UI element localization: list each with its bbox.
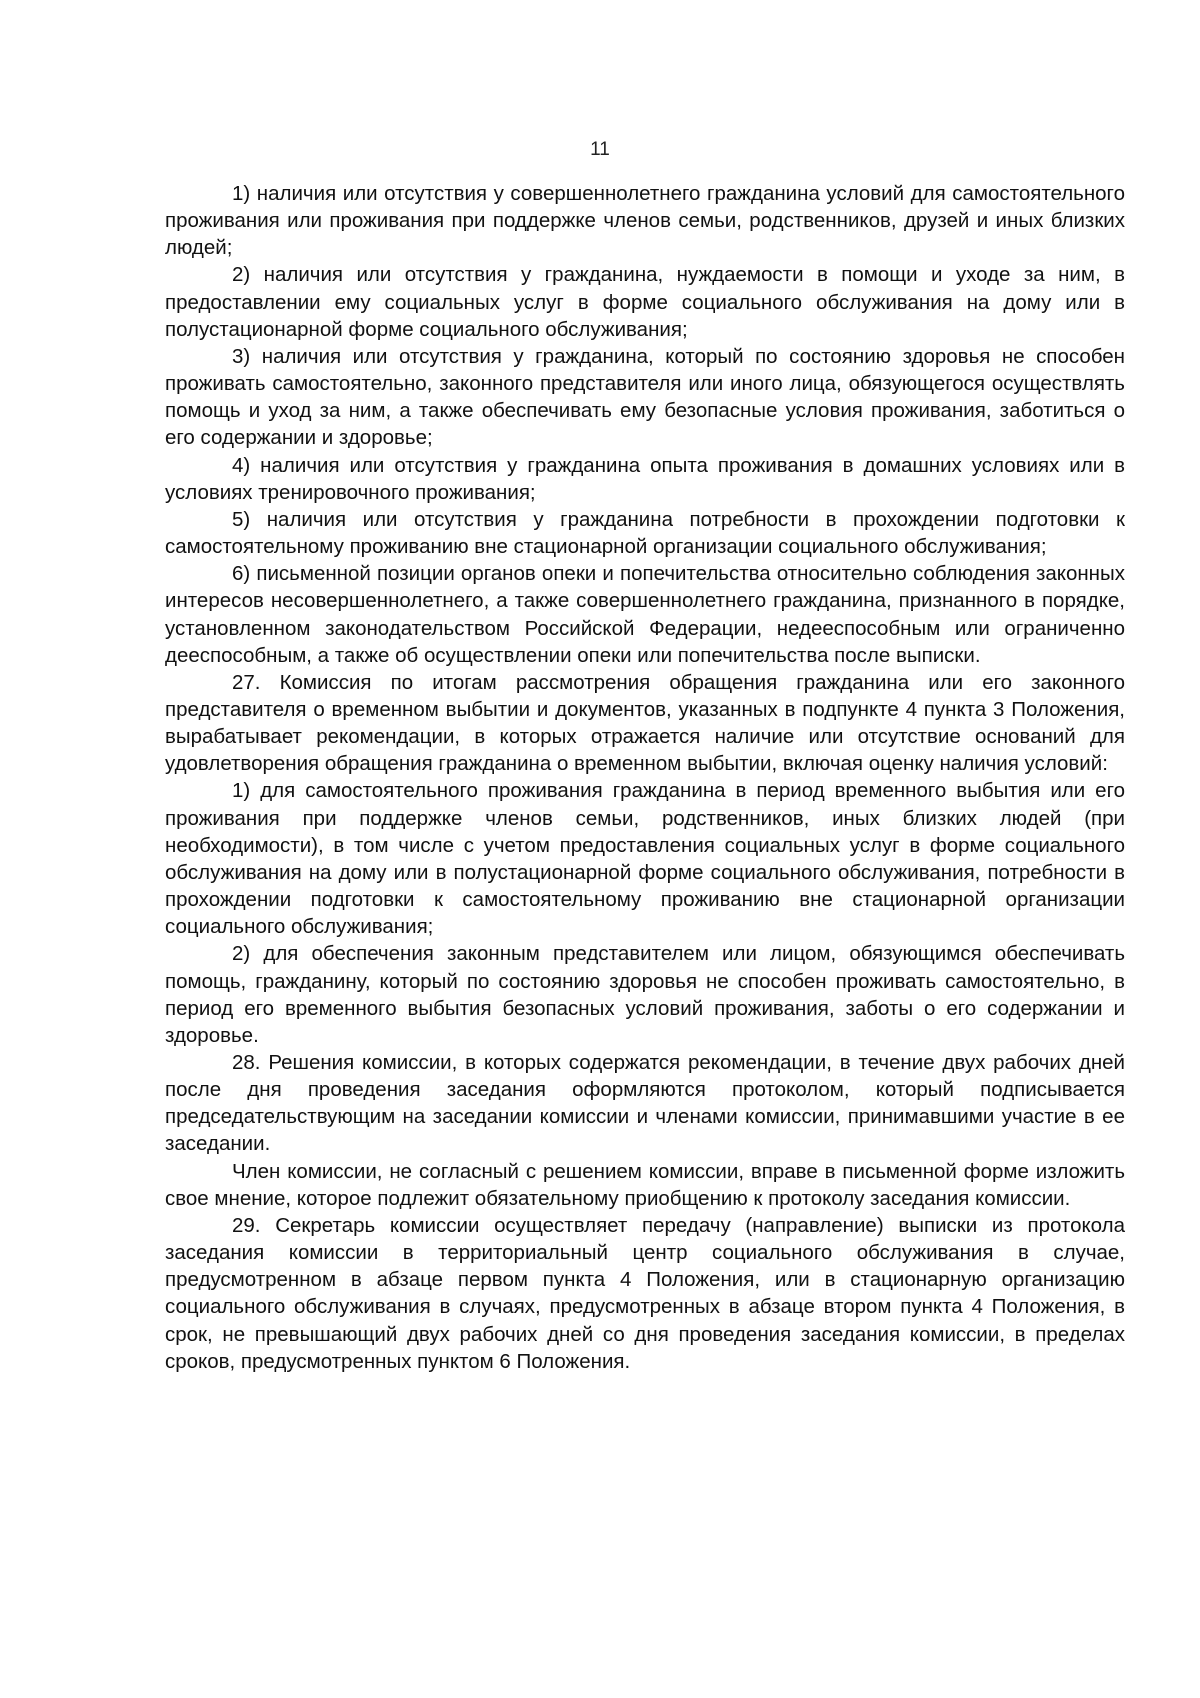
paragraph-clause-27: 27. Комиссия по итогам рассмотрения обращения гражданина или его законного представителя о временном выбытии и документов, указанных в подпункте 4 пункта 3 Положения, вырабатывает рекомендации, в которых отражается наличие или отсутствие оснований для удовлетворения обращения гражданина о временном выбытии, включая оценку наличия условий: [165, 670, 1125, 776]
paragraph-subitem-2: 2) наличия или отсутствия у гражданина, нуждаемости в помощи и уходе за ним, в предоставлении ему социальных услуг в форме социального обслуживания на дому или в полустационарной форме социального обслуживания; [165, 263, 1125, 341]
document-body [165, 180, 1125, 1375]
paragraph-subitem-1: 1) наличия или отсутствия у совершеннолетнего гражданина условий для самостоятельного проживания или проживания при поддержке членов семьи, родственников, друзей и иных близких людей; [165, 182, 1125, 260]
paragraph-clause-27-subitem-1: 1) для самостоятельного проживания гражданина в период временного выбытия или его проживания при поддержке членов семьи, родственников, иных близких людей (при необходимости), в том числе с учетом предоставления социальных услуг в форме социального обслуживания на дому или в полустационарной форме социального обслуживания, потребности в прохождении подготовки к самостоятельному проживанию вне стационарной организации социального обслуживания; [165, 779, 1125, 939]
paragraph-subitem-4: 4) наличия или отсутствия у гражданина опыта проживания в домашних условиях или в условиях тренировочного проживания; [165, 453, 1125, 504]
paragraph-clause-28: 28. Решения комиссии, в которых содержатся рекомендации, в течение двух рабочих дней после дня проведения заседания оформляются протоколом, который подписывается председательствующим на заседании комиссии и членами комиссии, принимавшими участие в ее заседании. [165, 1051, 1125, 1156]
paragraph-subitem-6: 6) письменной позиции органов опеки и попечительства относительно соблюдения законных интересов несовершеннолетнего, а также совершеннолетнего гражданина, признанного в порядке, установленном законодательством Российской Федерации, недееспособным или ограниченно дееспособным, а также об осуществлении опеки или попечительства после выписки. [165, 562, 1125, 667]
page-number: 11 [590, 139, 610, 160]
paragraph-subitem-5: 5) наличия или отсутствия у гражданина потребности в прохождении подготовки к самостоятельному проживанию вне стационарной организации социального обслуживания; [165, 507, 1125, 559]
paragraph-dissenting-opinion: Член комиссии, не согласный с решением комиссии, вправе в письменной форме изложить свое мнение, которое подлежит обязательному приобщению к протоколу заседания комиссии. [165, 1159, 1125, 1210]
paragraph-clause-29: 29. Секретарь комиссии осуществляет передачу (направление) выписки из протокола заседания комиссии в территориальный центр социального обслуживания в случае, предусмотренном в абзаце первом пункта 4 Положения, или в стационарную организацию социального обслуживания в случаях, предусмотренных в абзаце втором пункта 4 Положения, в срок, не превышающий двух рабочих дней со дня проведения заседания комиссии, в пределах сроков, предусмотренных пунктом 6 Положения. [165, 1213, 1125, 1373]
paragraph-clause-27-subitem-2: 2) для обеспечения законным представителем или лицом, обязующимся обеспечивать помощь, гражданину, который по состоянию здоровья не способен проживать самостоятельно, в период его временного выбытия безопасных условий проживания, заботы о его содержании и здоровье. [165, 942, 1125, 1047]
paragraph-subitem-3: 3) наличия или отсутствия у гражданина, который по состоянию здоровья не способен проживать самостоятельно, законного представителя или иного лица, обязующегося осуществлять помощь и уход за ним, а также обеспечивать ему безопасные условия проживания, заботиться о его содержании и здоровье; [165, 344, 1125, 450]
